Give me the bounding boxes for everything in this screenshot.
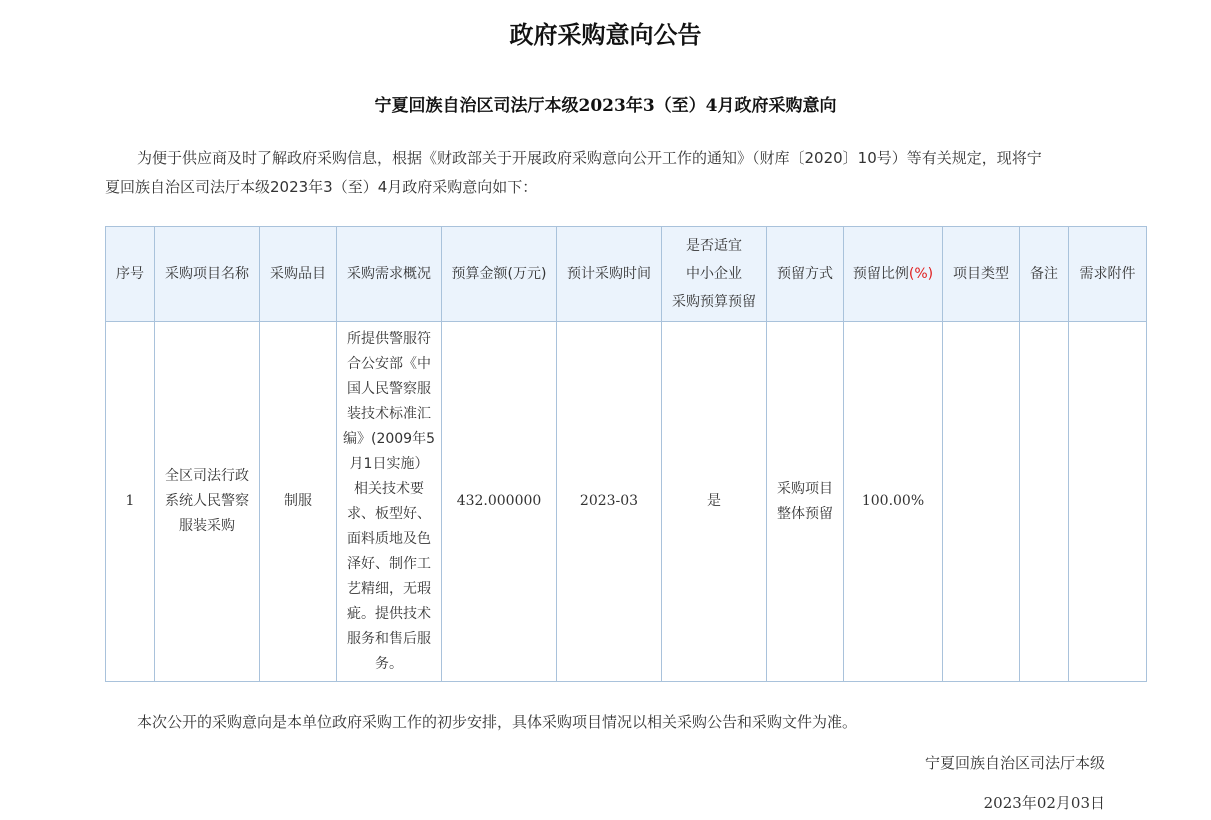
- header-type: 项目类型: [943, 227, 1020, 322]
- header-remark: 备注: [1020, 227, 1069, 322]
- footer-note: 本次公开的采购意向是本单位政府采购工作的初步安排，具体采购项目情况以相关采购公告和采购文件为准。: [137, 713, 858, 731]
- header-sme-line2: 中小企业: [686, 266, 742, 282]
- signature-organization: 宁夏回族自治区司法厅本级: [924, 754, 1105, 772]
- table-row: [106, 322, 1147, 682]
- cell-sme: 是: [662, 322, 767, 682]
- header-sme-line3: 采购预算预留: [672, 294, 756, 310]
- header-time: 预计采购时间: [557, 227, 662, 322]
- header-reserve-ratio: [844, 227, 943, 322]
- header-seq: 序号: [106, 227, 155, 322]
- intro-line-2: 夏回族自治区司法厅本级2023年3（至）4月政府采购意向如下：: [105, 178, 538, 196]
- cell-seq: 1: [106, 322, 155, 682]
- notice-subtitle: 宁夏回族自治区司法厅本级2023年3（至）4月政府采购意向: [374, 96, 837, 116]
- header-reserve-ratio-label: 预留比例: [852, 266, 909, 282]
- header-sme-line1: 是否适宜: [686, 238, 742, 254]
- header-reserve-ratio-unit: (%): [908, 266, 934, 282]
- signature-date: 2023年02月03日: [983, 794, 1105, 812]
- header-reserve-method: 预留方式: [767, 227, 844, 322]
- cell-need: [337, 322, 442, 682]
- header-name: 采购项目名称: [155, 227, 260, 322]
- cell-budget: 432.000000: [442, 322, 557, 682]
- intro-paragraph: [105, 144, 1105, 202]
- header-attachment: 需求附件: [1069, 227, 1147, 322]
- intro-line-1: 为便于供应商及时了解政府采购信息，根据《财政部关于开展政府采购意向公开工作的通知》（财库〔2020〕10号）等有关规定，现将宁: [137, 149, 1042, 167]
- cell-remark: [1020, 322, 1069, 682]
- procurement-table: [105, 226, 1147, 682]
- header-need: 采购需求概况: [337, 227, 442, 322]
- cell-need-text: 所提供警服符合公安部《中国人民警察服装技术标准汇编》(2009年5月1日实施）相关技术要求、板型好、面料质地及色泽好、制作工艺精细，无瑕疵。提供技术服务和售后服务。: [343, 330, 435, 672]
- header-category: 采购品目: [260, 227, 337, 322]
- cell-type: [943, 322, 1020, 682]
- page-title: 政府采购意向公告: [509, 21, 702, 49]
- cell-reserve-method: 采购项目整体预留: [767, 322, 844, 682]
- header-sme: [662, 227, 767, 322]
- header-budget: 预算金额(万元): [442, 227, 557, 322]
- cell-reserve-ratio: 100.00%: [844, 322, 943, 682]
- cell-attachment: [1069, 322, 1147, 682]
- table-header-row: [106, 227, 1147, 322]
- cell-name: 全区司法行政系统人民警察服装采购: [155, 322, 260, 682]
- cell-time: 2023-03: [557, 322, 662, 682]
- cell-category: 制服: [260, 322, 337, 682]
